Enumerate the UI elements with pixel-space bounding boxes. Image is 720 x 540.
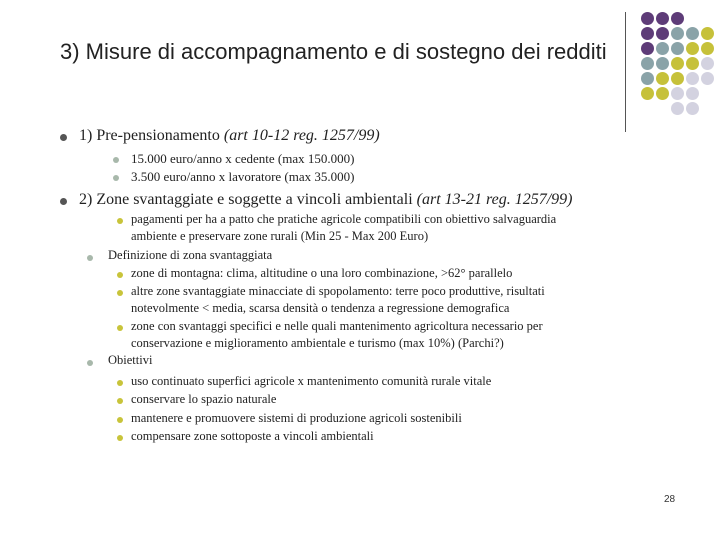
page-number: 28 xyxy=(664,494,676,505)
list-item: pagamenti per ha a patto che pratiche agricole compatibili con obiettivo salvaguardia xyxy=(131,212,557,226)
decor-dot xyxy=(656,12,669,25)
slide-title: 3) Misure di accompagnamento e di sostegno dei redditi xyxy=(60,39,607,64)
bullet-dot xyxy=(117,398,123,404)
list-item: zone con svantaggi specifici e nelle quali mantenimento agricoltura necessario per xyxy=(131,319,543,333)
item-label: 1) Pre-pensionamento xyxy=(79,127,224,144)
decor-dot xyxy=(701,27,714,40)
list-item: 3.500 euro/anno x lavoratore (max 35.000) xyxy=(131,169,355,184)
list-item: uso continuato superfici agricole x mantenimento comunità rurale vitale xyxy=(131,374,492,388)
decor-dot xyxy=(701,57,714,70)
decor-dot xyxy=(671,87,684,100)
decor-dot xyxy=(686,42,699,55)
bullet-dot xyxy=(117,435,123,441)
bullet-dot xyxy=(117,417,123,423)
decor-dot xyxy=(671,72,684,85)
decor-dot xyxy=(686,87,699,100)
list-item: conservare lo spazio naturale xyxy=(131,392,277,406)
bullet-dot xyxy=(113,175,119,181)
section-label-obiettivi: Obiettivi xyxy=(108,353,153,367)
bullet-dot xyxy=(60,198,67,205)
decor-dot xyxy=(686,27,699,40)
list-item: altre zone svantaggiate minacciate di spopolamento: terre poco produttive, risultati xyxy=(131,284,545,298)
list-item-continuation: conservazione e miglioramento ambientale e turismo (max 10%) (Parchi?) xyxy=(131,336,504,350)
decor-dot xyxy=(671,42,684,55)
bullet-dot xyxy=(117,290,123,296)
decor-dot xyxy=(686,57,699,70)
item-reference: (art 10-12 reg. 1257/99) xyxy=(223,127,380,144)
item-reference: (art 13-21 reg. 1257/99) xyxy=(416,191,573,208)
decor-dot xyxy=(641,27,654,40)
bullet-dot xyxy=(113,157,119,163)
decor-dot xyxy=(701,42,714,55)
bullet-dot xyxy=(117,325,123,331)
bullet-dot xyxy=(117,380,123,386)
item-zone-svantaggiate xyxy=(79,191,573,209)
decor-dot xyxy=(671,12,684,25)
list-item: zone di montagna: clima, altitudine o una loro combinazione, >62° parallelo xyxy=(131,266,513,280)
decor-dot xyxy=(671,57,684,70)
section-label-definizione: Definizione di zona svantaggiata xyxy=(108,248,273,262)
bullet-dot xyxy=(60,134,67,141)
list-item: 15.000 euro/anno x cedente (max 150.000) xyxy=(131,151,355,166)
decor-dot xyxy=(656,72,669,85)
decor-dot xyxy=(701,72,714,85)
decor-dot xyxy=(656,57,669,70)
decor-dot xyxy=(656,87,669,100)
item-label: 2) Zone svantaggiate e soggette a vincoli ambientali xyxy=(79,191,417,208)
decor-dot xyxy=(671,102,684,115)
decor-dot xyxy=(641,57,654,70)
title-divider-line xyxy=(625,12,626,132)
decor-dot xyxy=(641,42,654,55)
item-pre-pensionamento xyxy=(79,127,380,145)
list-item: compensare zone sottoposte a vincoli ambientali xyxy=(131,429,374,443)
decor-dot xyxy=(641,87,654,100)
bullet-dot xyxy=(117,218,123,224)
bullet-dot xyxy=(87,255,93,261)
decor-dot xyxy=(641,12,654,25)
decor-dot xyxy=(656,27,669,40)
list-item: mantenere e promuovere sistemi di produzione agricoli sostenibili xyxy=(131,411,462,425)
list-item-continuation: ambiente e preservare zone rurali (Min 25 - Max 200 Euro) xyxy=(131,229,429,243)
decor-dot xyxy=(656,42,669,55)
decorative-dot-grid xyxy=(641,12,720,122)
decor-dot xyxy=(686,72,699,85)
list-item-continuation: notevolmente < media, scarsa densità o tendenza a regressione demografica xyxy=(131,301,510,315)
decor-dot xyxy=(686,102,699,115)
bullet-dot xyxy=(117,272,123,278)
decor-dot xyxy=(641,72,654,85)
decor-dot xyxy=(671,27,684,40)
bullet-dot xyxy=(87,360,93,366)
